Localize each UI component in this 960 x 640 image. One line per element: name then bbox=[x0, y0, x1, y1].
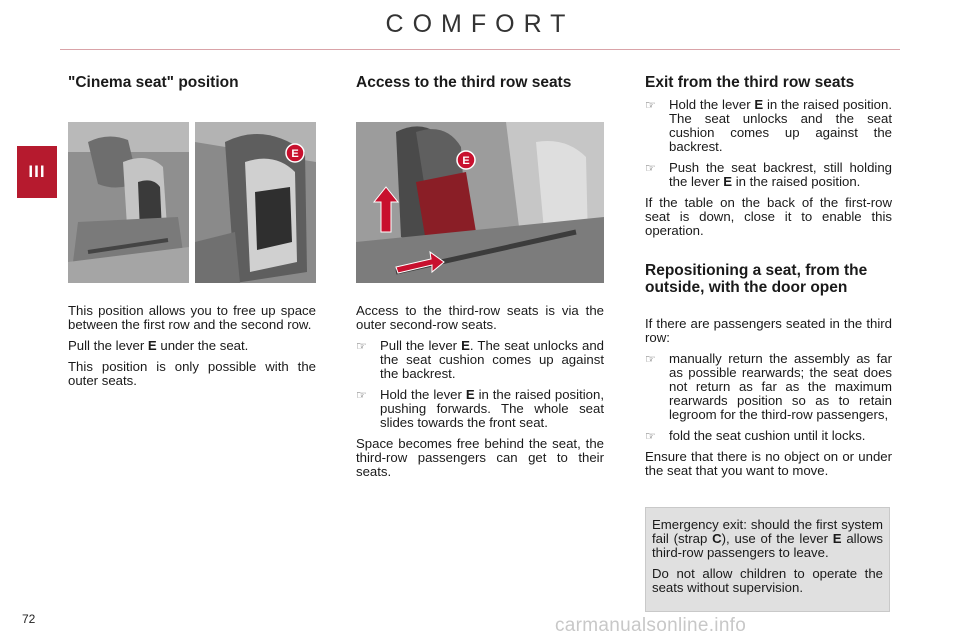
text: Hold the lever bbox=[669, 97, 755, 112]
list-item bbox=[645, 98, 892, 154]
lever-label: E bbox=[461, 338, 470, 353]
third-row-access-photo bbox=[356, 122, 604, 283]
cinema-seat-photo-right bbox=[195, 122, 316, 283]
third-row-exit-body bbox=[645, 98, 892, 245]
paragraph bbox=[68, 339, 316, 353]
list-item bbox=[645, 161, 892, 189]
lever-label: E bbox=[723, 174, 733, 189]
text: in the raised position, pushing forwards. The whole seat slides towards the front seat. bbox=[380, 387, 605, 430]
lever-e-callout: E bbox=[462, 155, 470, 167]
paragraph: If there are passengers seated in the third row: bbox=[645, 316, 892, 345]
page-number: 72 bbox=[22, 612, 36, 626]
text: in the raised position. The seat unlocks and the seat cushion comes up against the backrest. bbox=[669, 97, 892, 154]
cinema-seat-body bbox=[68, 304, 316, 395]
text: Emergency exit: should the first system fail (strap bbox=[652, 517, 883, 546]
text: under the seat. bbox=[156, 338, 249, 353]
third-row-access-heading: Access to the third row seats bbox=[356, 74, 572, 91]
cinema-seat-photo-left bbox=[68, 122, 189, 283]
paragraph: This position is only possible with the outer seats. bbox=[68, 359, 316, 388]
paragraph: If the table on the back of the first-row seat is down, close it to enable this operation. bbox=[645, 195, 892, 238]
pointing-hand-icon: ☞ bbox=[356, 388, 367, 402]
pointing-hand-icon: ☞ bbox=[645, 429, 656, 443]
repositioning-heading: Repositioning a seat, from the outside, with the door open bbox=[645, 262, 868, 296]
list-item bbox=[356, 388, 604, 430]
text: fold the seat cushion until it locks. bbox=[669, 428, 866, 443]
list-item bbox=[645, 352, 892, 422]
paragraph bbox=[652, 518, 883, 560]
paragraph: Ensure that there is no object on or under the seat that you want to move. bbox=[645, 449, 892, 478]
header-divider bbox=[60, 49, 900, 50]
seat-slide-illustration bbox=[356, 122, 604, 283]
seat-lever-illustration bbox=[195, 122, 316, 283]
text: Push the seat backrest, still holding the lever bbox=[669, 160, 892, 189]
paragraph: Do not allow children to operate the seats without supervision. bbox=[652, 566, 883, 595]
lever-label: E bbox=[465, 387, 475, 402]
text: Pull the lever bbox=[68, 338, 148, 353]
third-row-exit-heading: Exit from the third row seats bbox=[645, 74, 855, 91]
seat-illustration bbox=[68, 122, 189, 283]
list-item bbox=[645, 429, 892, 443]
third-row-access-body bbox=[356, 304, 604, 486]
pointing-hand-icon: ☞ bbox=[645, 161, 656, 175]
list-item bbox=[356, 339, 604, 381]
lever-label: E bbox=[832, 531, 842, 546]
text: Hold the lever bbox=[380, 387, 466, 402]
text: Pull the lever bbox=[380, 338, 462, 353]
text: . The seat unlocks and the seat cushion comes up against the backrest. bbox=[380, 338, 604, 381]
text: in the raised position. bbox=[732, 174, 861, 189]
lever-label: E bbox=[147, 338, 157, 353]
text: manually return the assembly as far as possible rearwards; the seat does not return as far as the maximum rearwards position so as to retain legroom for the third-row passengers, bbox=[669, 351, 892, 422]
text: allows third-row passengers to leave. bbox=[652, 531, 883, 560]
pointing-hand-icon: ☞ bbox=[645, 352, 656, 366]
pointing-hand-icon: ☞ bbox=[356, 339, 367, 353]
paragraph: This position allows you to free up space between the first row and the second row. bbox=[68, 303, 316, 332]
repositioning-body bbox=[645, 317, 892, 485]
strap-label: C bbox=[712, 531, 722, 546]
pointing-hand-icon: ☞ bbox=[645, 98, 656, 112]
paragraph: Access to the third-row seats is via the outer second-row seats. bbox=[356, 303, 604, 332]
warning-note-box bbox=[645, 507, 890, 612]
watermark: carmanualsonline.info bbox=[555, 615, 747, 636]
chapter-tab: III bbox=[17, 146, 57, 198]
paragraph: Space becomes free behind the seat, the third-row passengers can get to their seats. bbox=[356, 436, 604, 479]
page-title: COMFORT bbox=[385, 10, 575, 38]
text: ), use of the lever bbox=[721, 531, 833, 546]
lever-label: E bbox=[754, 97, 764, 112]
cinema-seat-heading: "Cinema seat" position bbox=[68, 74, 239, 91]
lever-e-callout: E bbox=[291, 148, 299, 160]
